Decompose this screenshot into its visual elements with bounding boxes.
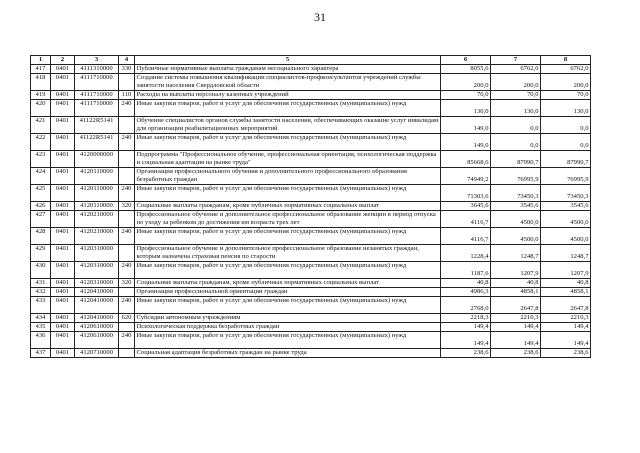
amount-year2-cell: 6762,0: [491, 65, 541, 74]
amount-year1-cell: 238,6: [441, 349, 491, 358]
section-code-cell: 0401: [51, 74, 75, 91]
description-cell: Подпрограмма "Профессиональное обучение, профессиональная ориентация, психологическая поддержка и социальная адаптация на рынке труда": [135, 151, 441, 168]
amount-year3-cell: 2647,8: [541, 297, 591, 314]
target-code-cell: 4120110000: [75, 185, 119, 202]
table-row: [31, 151, 591, 168]
table-row: [31, 134, 591, 151]
amount-year1-cell: 200,0: [441, 74, 491, 91]
amount-year3-cell: 4858,1: [541, 288, 591, 297]
row-number-cell: 436: [31, 332, 51, 349]
amount-year3-cell: 130,0: [541, 100, 591, 117]
target-code-cell: 4120310000: [75, 262, 119, 279]
amount-year2-cell: 2647,8: [491, 297, 541, 314]
amount-year2-cell: 73450,3: [491, 185, 541, 202]
expense-type-cell: [119, 349, 135, 358]
amount-year2-cell: 4500,0: [491, 211, 541, 228]
description-cell: Иные закупки товаров, работ и услуг для обеспечения государственных (муниципальных) нужд: [135, 185, 441, 202]
table-row: [31, 288, 591, 297]
amount-year3-cell: 149,4: [541, 323, 591, 332]
section-code-cell: 0401: [51, 314, 75, 323]
section-code-cell: 0401: [51, 91, 75, 100]
expense-type-cell: [119, 168, 135, 185]
amount-year1-cell: 85668,6: [441, 151, 491, 168]
amount-year2-cell: 4858,1: [491, 288, 541, 297]
expense-type-cell: 240: [119, 134, 135, 151]
column-header: 8: [541, 56, 591, 65]
target-code-cell: 4120610000: [75, 332, 119, 349]
amount-year2-cell: 149,4: [491, 332, 541, 349]
amount-year2-cell: 70,0: [491, 91, 541, 100]
table-body: [31, 65, 591, 358]
amount-year1-cell: 149,0: [441, 117, 491, 134]
amount-year3-cell: 2210,3: [541, 314, 591, 323]
column-header: 3: [75, 56, 119, 65]
expense-type-cell: 110: [119, 91, 135, 100]
amount-year3-cell: 40,8: [541, 279, 591, 288]
description-cell: Профессиональное обучение и дополнительное профессиональное образование незанятых граждан, которым назначена страховая пенсия по старости: [135, 245, 441, 262]
section-code-cell: 0401: [51, 117, 75, 134]
column-header: 7: [491, 56, 541, 65]
column-header: 4: [119, 56, 135, 65]
target-code-cell: 4111710000: [75, 100, 119, 117]
description-cell: Социальные выплаты гражданам, кроме публичных нормативных социальных выплат: [135, 279, 441, 288]
description-cell: Публичные нормативные выплаты гражданам несоциального характера: [135, 65, 441, 74]
target-code-cell: 4111310000: [75, 65, 119, 74]
section-code-cell: 0401: [51, 134, 75, 151]
amount-year1-cell: 2218,3: [441, 314, 491, 323]
table-row: [31, 323, 591, 332]
table-row: [31, 202, 591, 211]
amount-year2-cell: 40,8: [491, 279, 541, 288]
section-code-cell: 0401: [51, 211, 75, 228]
amount-year1-cell: 8055,6: [441, 65, 491, 74]
expense-type-cell: [119, 288, 135, 297]
table-row: [31, 117, 591, 134]
amount-year1-cell: 70,0: [441, 91, 491, 100]
target-code-cell: 4120710000: [75, 349, 119, 358]
target-code-cell: 4120210000: [75, 228, 119, 245]
table-row: [31, 332, 591, 349]
expense-type-cell: [119, 323, 135, 332]
target-code-cell: 41122R5141: [75, 134, 119, 151]
section-code-cell: 0401: [51, 168, 75, 185]
expense-type-cell: 240: [119, 100, 135, 117]
table-row: [31, 349, 591, 358]
section-code-cell: 0401: [51, 245, 75, 262]
amount-year3-cell: 1207,9: [541, 262, 591, 279]
table-row: [31, 91, 591, 100]
section-code-cell: 0401: [51, 349, 75, 358]
row-number-cell: 420: [31, 100, 51, 117]
section-code-cell: 0401: [51, 262, 75, 279]
target-code-cell: 41122R5141: [75, 117, 119, 134]
row-number-cell: 425: [31, 185, 51, 202]
amount-year3-cell: 1248,7: [541, 245, 591, 262]
target-code-cell: 4120310000: [75, 245, 119, 262]
target-code-cell: 4111710000: [75, 91, 119, 100]
target-code-cell: 4120110000: [75, 168, 119, 185]
amount-year3-cell: 6762,0: [541, 65, 591, 74]
expense-type-cell: 320: [119, 279, 135, 288]
table-row: [31, 211, 591, 228]
table-row: [31, 297, 591, 314]
description-cell: Иные закупки товаров, работ и услуг для обеспечения государственных (муниципальных) нужд: [135, 134, 441, 151]
section-code-cell: 0401: [51, 185, 75, 202]
expense-type-cell: 240: [119, 332, 135, 349]
expense-type-cell: 330: [119, 65, 135, 74]
amount-year3-cell: 149,4: [541, 332, 591, 349]
section-code-cell: 0401: [51, 202, 75, 211]
amount-year1-cell: 71303,6: [441, 185, 491, 202]
row-number-cell: 437: [31, 349, 51, 358]
amount-year1-cell: 1187,6: [441, 262, 491, 279]
target-code-cell: 4120410000: [75, 314, 119, 323]
amount-year2-cell: 1248,7: [491, 245, 541, 262]
row-number-cell: 432: [31, 288, 51, 297]
row-number-cell: 430: [31, 262, 51, 279]
table-header-row: [31, 56, 591, 65]
amount-year1-cell: 1228,4: [441, 245, 491, 262]
target-code-cell: 4120610000: [75, 323, 119, 332]
target-code-cell: 4120110000: [75, 202, 119, 211]
row-number-cell: 431: [31, 279, 51, 288]
target-code-cell: 4120310000: [75, 279, 119, 288]
row-number-cell: 433: [31, 297, 51, 314]
amount-year2-cell: 3545,6: [491, 202, 541, 211]
amount-year1-cell: 149,4: [441, 332, 491, 349]
amount-year2-cell: 149,4: [491, 323, 541, 332]
table-row: [31, 245, 591, 262]
description-cell: Обучение специалистов органов службы занятости населения, обеспечивающих оказание услуг инвалидам для организации реабилитационных мероприятий: [135, 117, 441, 134]
row-number-cell: 418: [31, 74, 51, 91]
amount-year3-cell: 0,0: [541, 117, 591, 134]
amount-year3-cell: 70,0: [541, 91, 591, 100]
amount-year2-cell: 4500,0: [491, 228, 541, 245]
row-number-cell: 428: [31, 228, 51, 245]
amount-year2-cell: 238,6: [491, 349, 541, 358]
row-number-cell: 434: [31, 314, 51, 323]
amount-year2-cell: 0,0: [491, 134, 541, 151]
amount-year2-cell: 200,0: [491, 74, 541, 91]
table-row: [31, 314, 591, 323]
amount-year1-cell: 4986,3: [441, 288, 491, 297]
amount-year2-cell: 130,0: [491, 100, 541, 117]
section-code-cell: 0401: [51, 100, 75, 117]
section-code-cell: 0401: [51, 228, 75, 245]
section-code-cell: 0401: [51, 323, 75, 332]
section-code-cell: 0401: [51, 65, 75, 74]
amount-year3-cell: 238,6: [541, 349, 591, 358]
description-cell: Социальная адаптация безработных граждан на рынке труда: [135, 349, 441, 358]
description-cell: Психологическая поддержка безработных граждан: [135, 323, 441, 332]
section-code-cell: 0401: [51, 332, 75, 349]
table-row: [31, 65, 591, 74]
row-number-cell: 435: [31, 323, 51, 332]
row-number-cell: 422: [31, 134, 51, 151]
section-code-cell: 0401: [51, 288, 75, 297]
expense-type-cell: 620: [119, 314, 135, 323]
amount-year2-cell: 0,0: [491, 117, 541, 134]
expense-type-cell: [119, 245, 135, 262]
amount-year2-cell: 2210,3: [491, 314, 541, 323]
description-cell: Создание системы повышения квалификации специалистов-профконсультантов учреждений службы занятости населения Свердловской области: [135, 74, 441, 91]
row-number-cell: 426: [31, 202, 51, 211]
description-cell: Расходы на выплаты персоналу казенных учреждений: [135, 91, 441, 100]
row-number-cell: 423: [31, 151, 51, 168]
expense-type-cell: [119, 151, 135, 168]
expense-type-cell: [119, 117, 135, 134]
target-code-cell: 4120210000: [75, 211, 119, 228]
description-cell: Социальные выплаты гражданам, кроме публичных нормативных социальных выплат: [135, 202, 441, 211]
table-row: [31, 74, 591, 91]
column-header: 1: [31, 56, 51, 65]
description-cell: Иные закупки товаров, работ и услуг для обеспечения государственных (муниципальных) нужд: [135, 228, 441, 245]
expense-type-cell: [119, 211, 135, 228]
amount-year1-cell: 149,4: [441, 323, 491, 332]
amount-year1-cell: 4116,7: [441, 211, 491, 228]
amount-year2-cell: 87990,7: [491, 151, 541, 168]
section-code-cell: 0401: [51, 297, 75, 314]
amount-year3-cell: 73450,3: [541, 185, 591, 202]
expense-type-cell: 320: [119, 202, 135, 211]
description-cell: Иные закупки товаров, работ и услуг для обеспечения государственных (муниципальных) нужд: [135, 297, 441, 314]
section-code-cell: 0401: [51, 279, 75, 288]
description-cell: Организация профессионального обучения и дополнительного профессионального образования безработных граждан: [135, 168, 441, 185]
expense-type-cell: [119, 74, 135, 91]
column-header: 6: [441, 56, 491, 65]
row-number-cell: 417: [31, 65, 51, 74]
expense-type-cell: 240: [119, 262, 135, 279]
amount-year3-cell: 0,0: [541, 134, 591, 151]
table-row: [31, 279, 591, 288]
row-number-cell: 427: [31, 211, 51, 228]
amount-year1-cell: 74949,2: [441, 168, 491, 185]
budget-table: [30, 55, 591, 358]
amount-year3-cell: 4500,0: [541, 228, 591, 245]
description-cell: Организация профессиональной ориентации граждан: [135, 288, 441, 297]
table-row: [31, 168, 591, 185]
table-row: [31, 262, 591, 279]
amount-year3-cell: 4500,0: [541, 211, 591, 228]
expense-type-cell: 240: [119, 297, 135, 314]
amount-year1-cell: 2768,0: [441, 297, 491, 314]
row-number-cell: 429: [31, 245, 51, 262]
section-code-cell: 0401: [51, 151, 75, 168]
amount-year2-cell: 76995,9: [491, 168, 541, 185]
description-cell: Иные закупки товаров, работ и услуг для обеспечения государственных (муниципальных) нужд: [135, 100, 441, 117]
target-code-cell: 4120000000: [75, 151, 119, 168]
target-code-cell: 4120410000: [75, 297, 119, 314]
amount-year1-cell: 130,0: [441, 100, 491, 117]
amount-year1-cell: 149,0: [441, 134, 491, 151]
column-header: 5: [135, 56, 441, 65]
target-code-cell: 4111710000: [75, 74, 119, 91]
description-cell: Субсидии автономным учреждениям: [135, 314, 441, 323]
row-number-cell: 424: [31, 168, 51, 185]
expense-type-cell: 240: [119, 228, 135, 245]
amount-year3-cell: 3545,6: [541, 202, 591, 211]
column-header: 2: [51, 56, 75, 65]
amount-year2-cell: 1207,9: [491, 262, 541, 279]
page-number: 31: [314, 10, 326, 24]
amount-year3-cell: 76995,9: [541, 168, 591, 185]
row-number-cell: 421: [31, 117, 51, 134]
table-row: [31, 185, 591, 202]
amount-year1-cell: 40,8: [441, 279, 491, 288]
amount-year3-cell: 87990,7: [541, 151, 591, 168]
amount-year1-cell: 3645,6: [441, 202, 491, 211]
description-cell: Иные закупки товаров, работ и услуг для обеспечения государственных (муниципальных) нужд: [135, 262, 441, 279]
target-code-cell: 4120410000: [75, 288, 119, 297]
expense-type-cell: 240: [119, 185, 135, 202]
description-cell: Профессиональное обучение и дополнительное профессиональное образование женщин в период отпуска по уходу за ребенком до достижения им возраста трех лет: [135, 211, 441, 228]
amount-year3-cell: 200,0: [541, 74, 591, 91]
table-row: [31, 228, 591, 245]
amount-year1-cell: 4116,7: [441, 228, 491, 245]
description-cell: Иные закупки товаров, работ и услуг для обеспечения государственных (муниципальных) нужд: [135, 332, 441, 349]
row-number-cell: 419: [31, 91, 51, 100]
table-row: [31, 100, 591, 117]
